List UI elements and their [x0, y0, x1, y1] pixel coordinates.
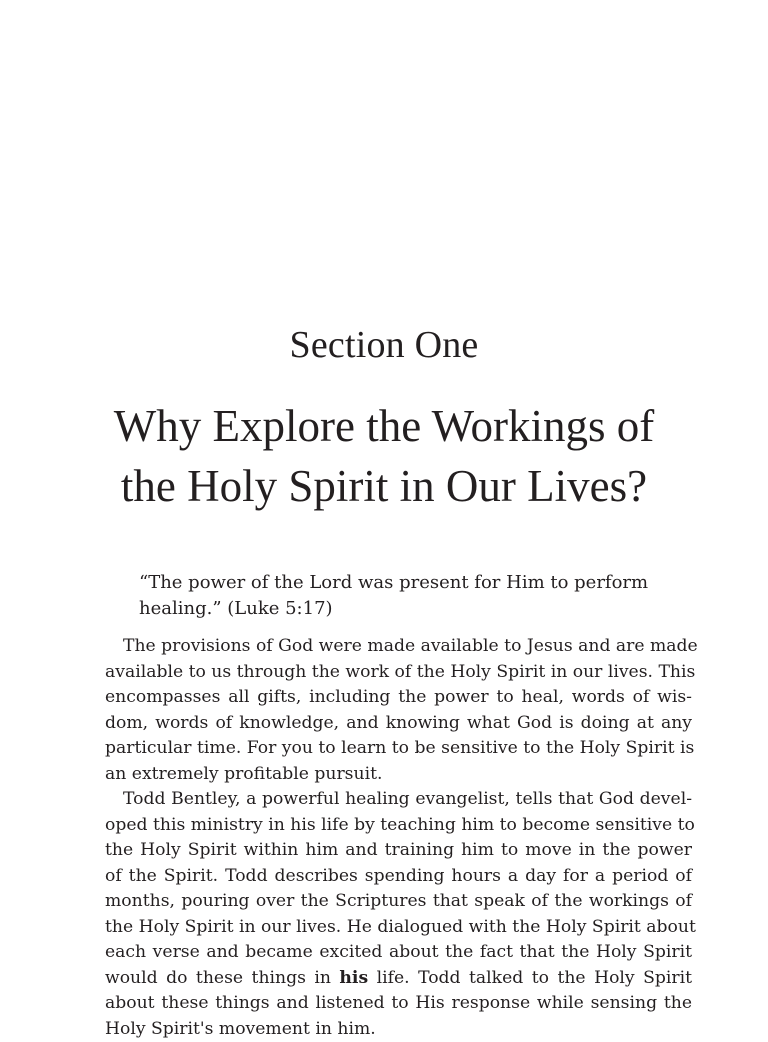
text-run: life. Todd talked to the Holy Spirit — [368, 968, 692, 988]
epigraph-line: “The power of the Lord was present for Him to perform — [139, 570, 679, 596]
chapter-title — [60, 396, 708, 516]
epigraph-line: healing.” (Luke 5:17) — [139, 596, 679, 622]
text-line: Todd Bentley, a powerful healing evangelist, tells that God devel- — [105, 787, 692, 813]
text-line: about these things and listened to His response while sensing the — [105, 991, 692, 1017]
chapter-title-line: Why Explore the Workings of — [60, 396, 708, 456]
text-line: dom, words of knowledge, and knowing what God is doing at any — [105, 711, 692, 737]
chapter-title-line: the Holy Spirit in Our Lives? — [60, 456, 708, 516]
text-line: particular time. For you to learn to be sensitive to the Holy Spirit is — [105, 736, 692, 762]
text-line: months, pouring over the Scriptures that speak of the workings of — [105, 889, 692, 915]
paragraph — [105, 634, 692, 787]
text-line: the Holy Spirit in our lives. He dialogued with the Holy Spirit about — [105, 915, 692, 941]
text-line: Holy Spirit's movement in him. — [105, 1017, 692, 1042]
text-line: the Holy Spirit within him and training him to move in the power — [105, 838, 692, 864]
text-line — [105, 966, 692, 992]
text-line: of the Spirit. Todd describes spending hours a day for a period of — [105, 864, 692, 890]
text-run: would do these things in — [105, 968, 339, 988]
text-line: oped this ministry in his life by teaching him to become sensitive to — [105, 813, 692, 839]
text-line: each verse and became excited about the fact that the Holy Spirit — [105, 940, 692, 966]
text-line: encompasses all gifts, including the power to heal, words of wis- — [105, 685, 692, 711]
body-text — [105, 634, 692, 1042]
paragraph — [105, 787, 692, 1042]
text-line: The provisions of God were made available to Jesus and are made — [105, 634, 692, 660]
emphasis-text: his — [339, 968, 368, 988]
text-line: available to us through the work of the Holy Spirit in our lives. This — [105, 660, 692, 686]
text-line: an extremely profitable pursuit. — [105, 762, 692, 788]
epigraph-quote — [139, 570, 679, 622]
section-label: Section One — [0, 322, 768, 368]
